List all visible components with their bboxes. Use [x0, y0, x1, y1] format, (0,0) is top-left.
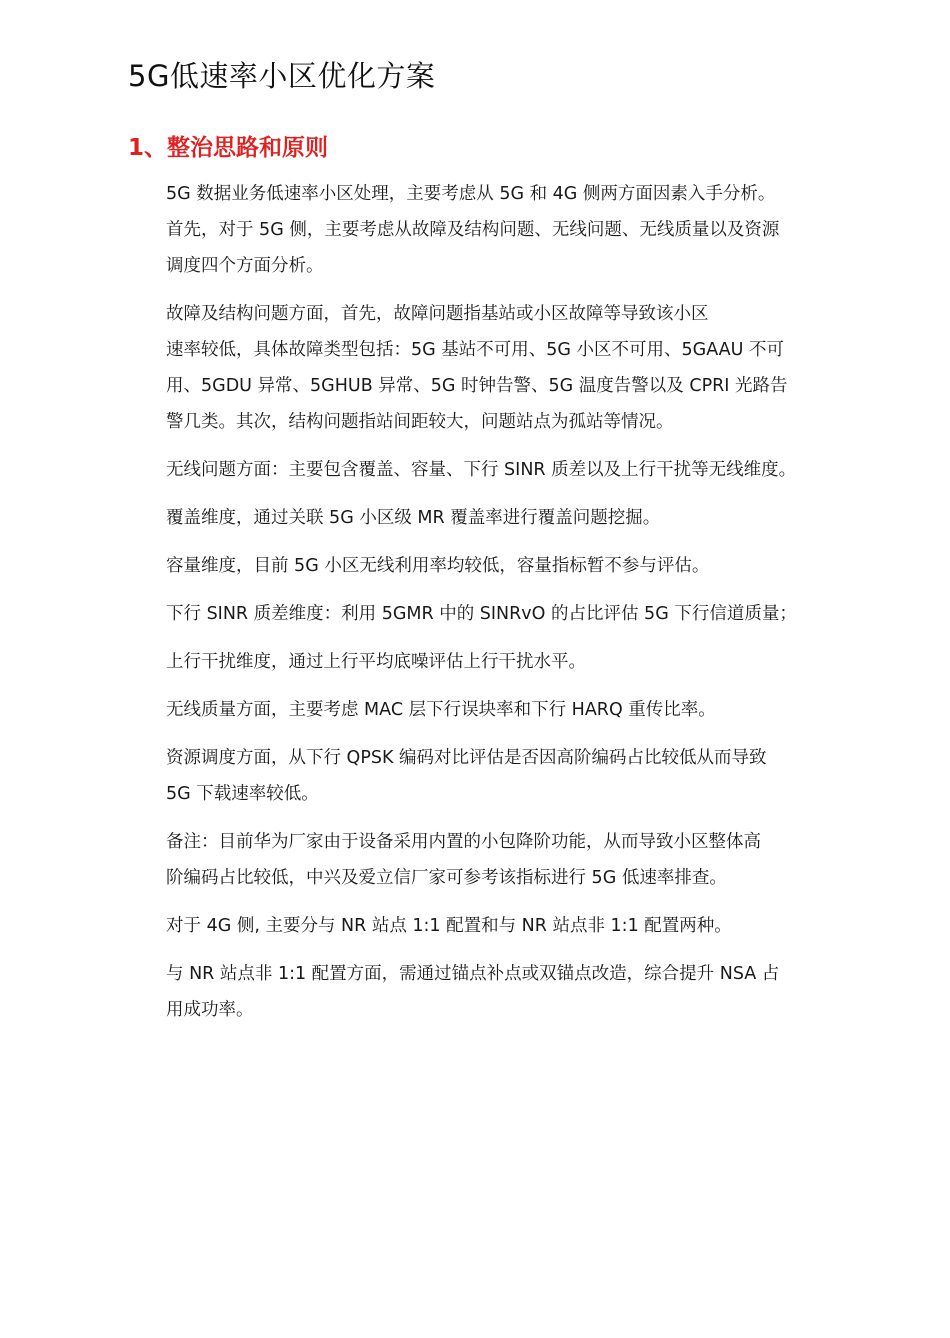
- paragraph-line: 速率较低，具体故障类型包括：5G 基站不可用、5G 小区不可用、5GAAU 不可: [166, 340, 785, 360]
- paragraph-line: 调度四个方面分析。: [166, 256, 324, 276]
- paragraph-7: [166, 644, 886, 680]
- paragraph-line: 故障及结构问题方面，首先，故障问题指基站或小区故障等导致该小区: [166, 304, 709, 324]
- paragraph-line: 用成功率。: [166, 1000, 254, 1020]
- paragraph-12: [166, 956, 886, 1028]
- paragraph-line: 上行干扰维度，通过上行平均底噪评估上行干扰水平。: [166, 652, 586, 672]
- paragraph-line: 无线问题方面：主要包含覆盖、容量、下行 SINR 质差以及上行干扰等无线维度。: [166, 460, 797, 480]
- paragraph-10: [166, 824, 886, 896]
- paragraph-3: [166, 452, 886, 488]
- paragraph-1: [166, 176, 886, 284]
- paragraph-8: [166, 692, 886, 728]
- paragraph-line: 资源调度方面，从下行 QPSK 编码对比评估是否因高阶编码占比较低从而导致: [166, 748, 767, 768]
- paragraph-line: 无线质量方面，主要考虑 MAC 层下行误块率和下行 HARQ 重传比率。: [166, 700, 716, 720]
- section-heading: 1、整治思路和原则: [128, 135, 329, 161]
- paragraph-line: 用、5GDU 异常、5GHUB 异常、5G 时钟告警、5G 温度告警以及 CPRI 光路告: [166, 376, 788, 396]
- document-body: [166, 176, 886, 1040]
- paragraph-line: 警几类。其次，结构问题指站间距较大，问题站点为孤站等情况。: [166, 412, 674, 432]
- paragraph-9: [166, 740, 886, 812]
- paragraph-4: [166, 500, 886, 536]
- paragraph-6: [166, 596, 886, 632]
- paragraph-11: [166, 908, 886, 944]
- paragraph-line: 阶编码占比较低，中兴及爱立信厂家可参考该指标进行 5G 低速率排查。: [166, 868, 727, 888]
- document-title: 5G低速率小区优化方案: [128, 59, 436, 93]
- paragraph-line: 覆盖维度，通过关联 5G 小区级 MR 覆盖率进行覆盖问题挖掘。: [166, 508, 661, 528]
- paragraph-5: [166, 548, 886, 584]
- paragraph-line: 对于 4G 侧, 主要分与 NR 站点 1:1 配置和与 NR 站点非 1:1 配置两种。: [166, 916, 732, 936]
- paragraph-line: 下行 SINR 质差维度：利用 5GMR 中的 SINRvO 的占比评估 5G 下行信道质量；: [166, 604, 797, 624]
- paragraph-line: 备注：目前华为厂家由于设备采用内置的小包降阶功能，从而导致小区整体高: [166, 832, 761, 852]
- paragraph-line: 容量维度，目前 5G 小区无线利用率均较低，容量指标暂不参与评估。: [166, 556, 710, 576]
- paragraph-line: 5G 数据业务低速率小区处理，主要考虑从 5G 和 4G 侧两方面因素入手分析。: [166, 184, 776, 204]
- paragraph-line: 5G 下载速率较低。: [166, 784, 319, 804]
- paragraph-2: [166, 296, 886, 440]
- paragraph-line: 与 NR 站点非 1:1 配置方面，需通过锚点补点或双锚点改造，综合提升 NSA 占: [166, 964, 780, 984]
- paragraph-line: 首先，对于 5G 侧，主要考虑从故障及结构问题、无线问题、无线质量以及资源: [166, 220, 780, 240]
